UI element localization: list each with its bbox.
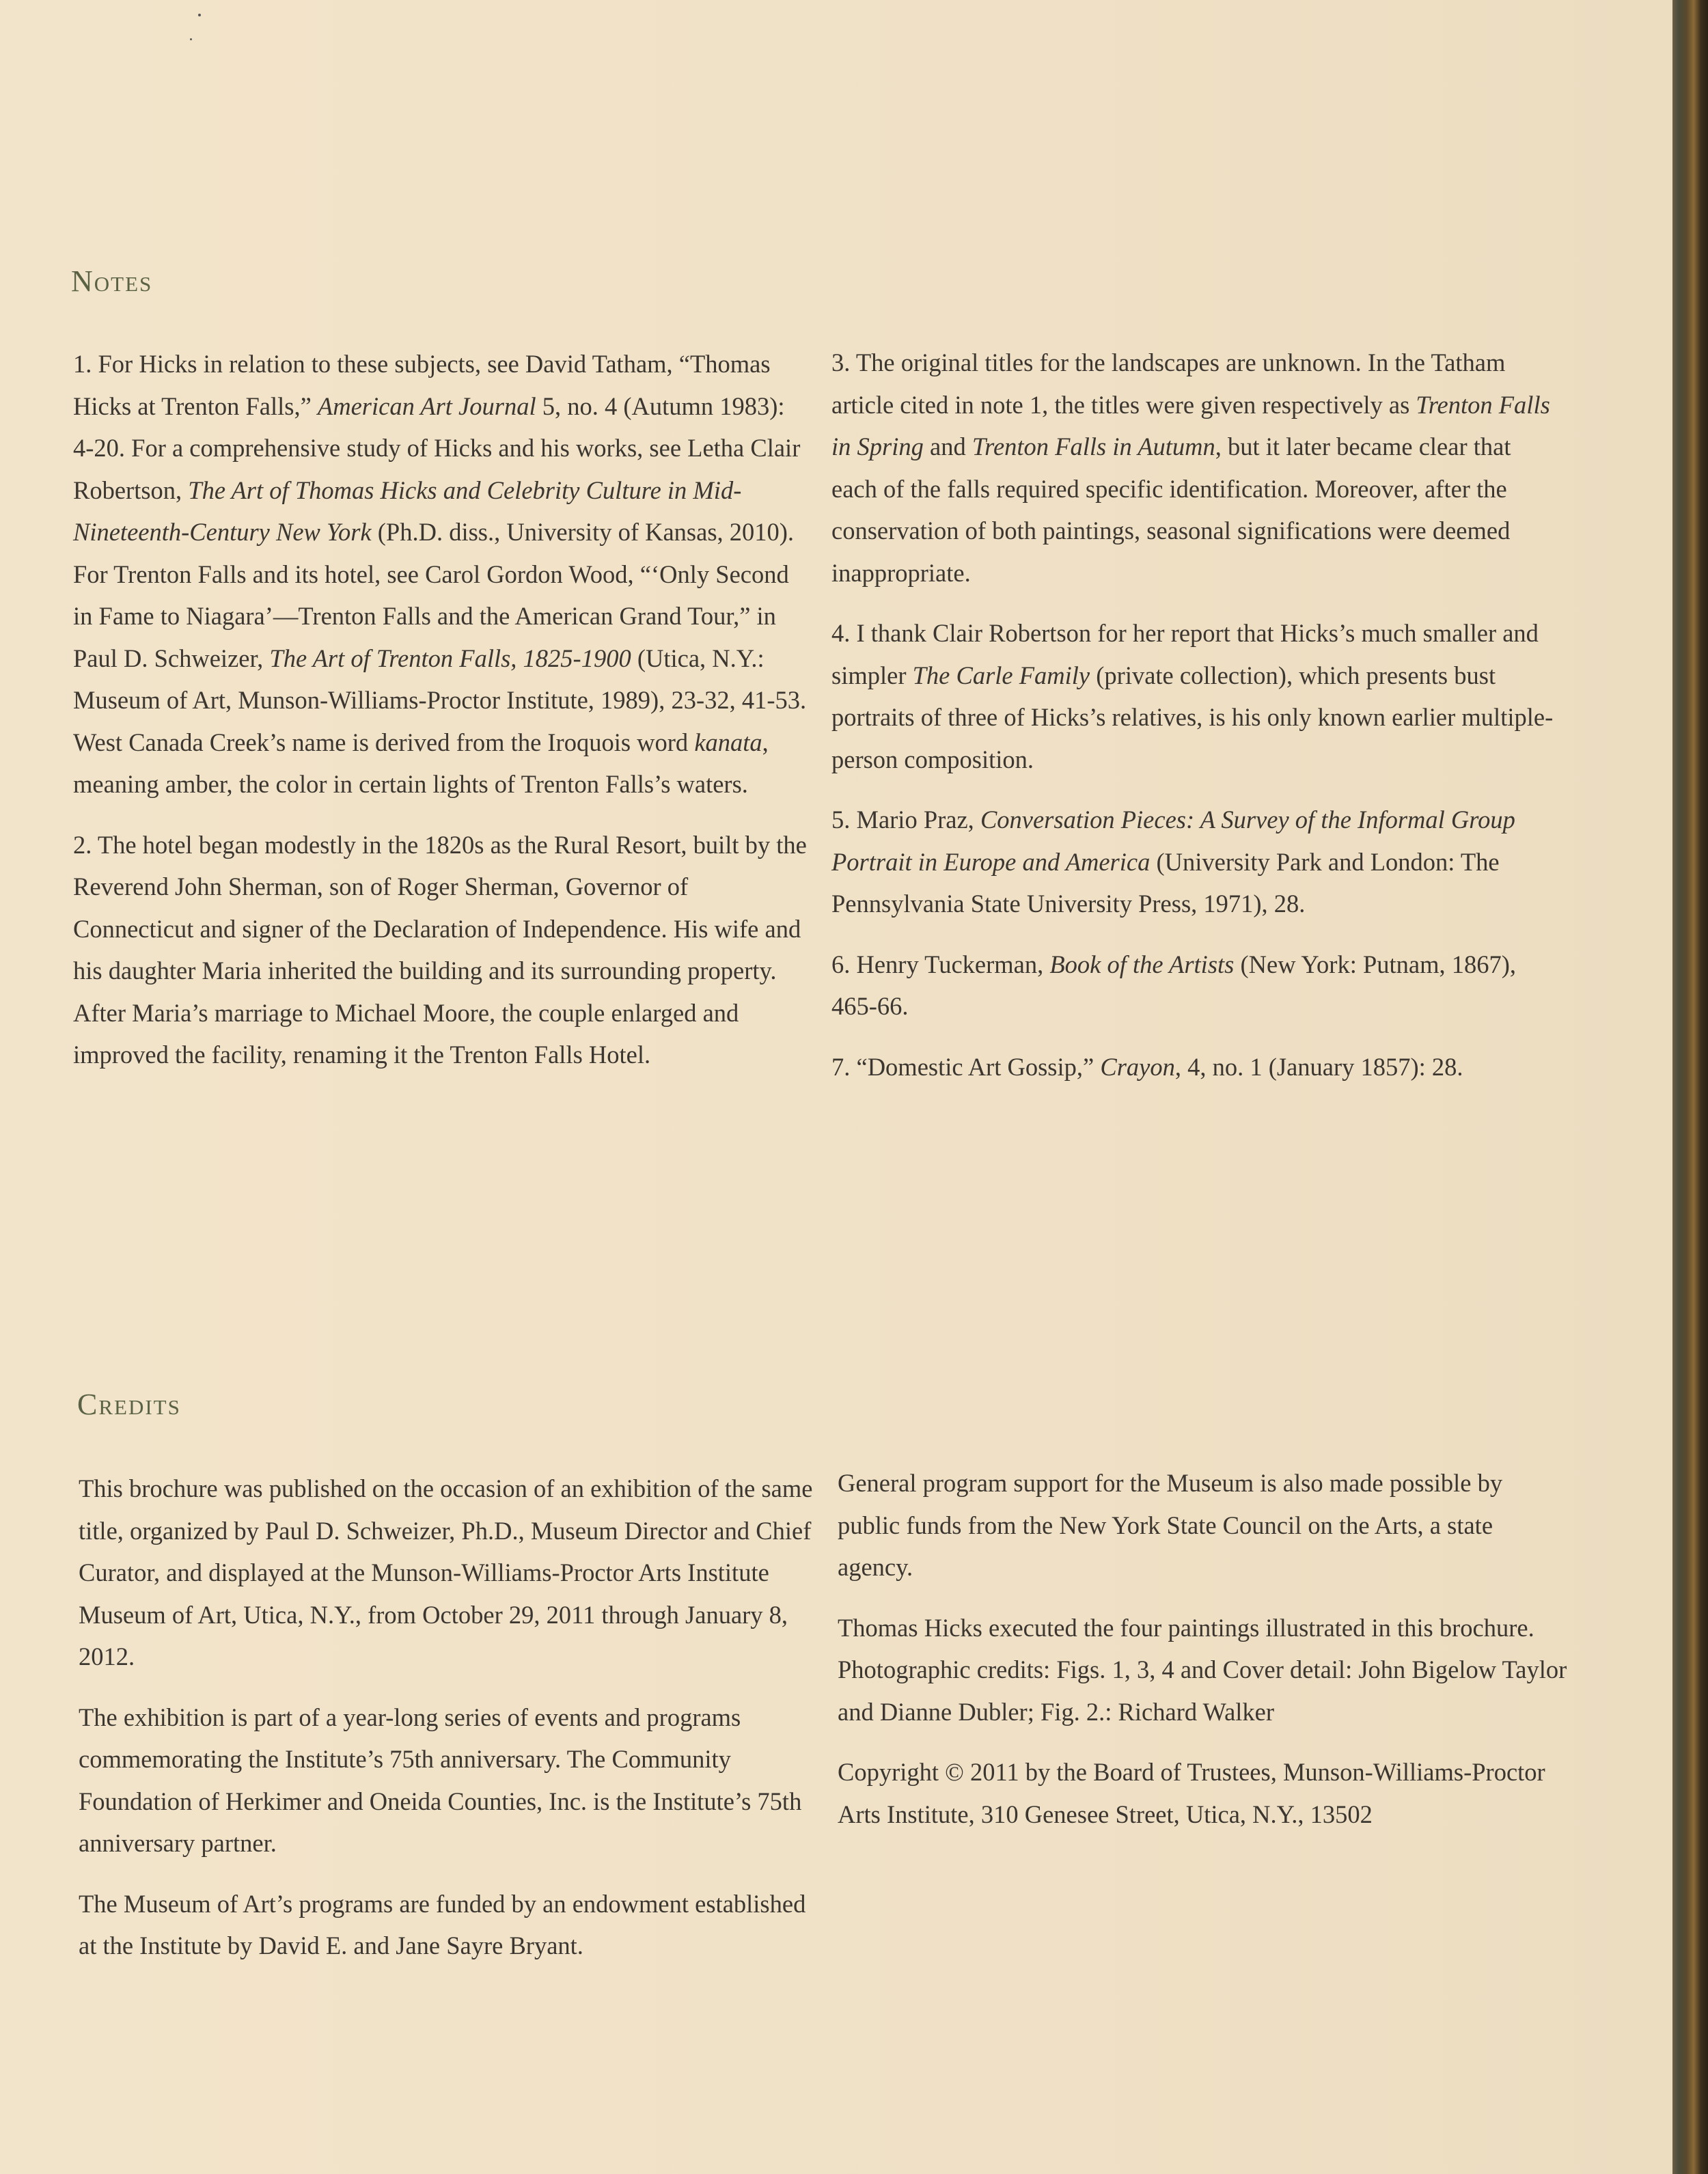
copyright-paragraph: Copyright © 2011 by the Board of Trustees, Munson-Williams-Proctor Arts Institute, 310 Genesee Street, Utica, N.Y., 13502 [838,1758,1545,1828]
notes-left-column [73,343,811,1095]
note-7: 7. “Domestic Art Gossip,” Crayon, 4, no. 1 (January 1857): 28. [831,1052,1463,1081]
credits-paragraph: Thomas Hicks executed the four paintings illustrated in this brochure. Photographic credits: Figs. 1, 3, 4 and Cover detail: John Bigelow Taylor and Dianne Dubler; Fig. 2.: Richard Walker [838,1613,1567,1726]
note-5: 5. Mario Praz, Conversation Pieces: A Survey of the Informal Group Portrait in Europe and America (University Park and London: The Pennsylvania State University Press, 1971), 28. [831,806,1515,918]
credits-paragraph: This brochure was published on the occasion of an exhibition of the same title, organized by Paul D. Schweizer, Ph.D., Museum Director and Chief Curator, and displayed at the Munson-Williams-Proctor Arts Institute Museum of Art, Utica, N.Y., from October 29, 2011 through January 8, 2012. [79,1474,813,1670]
note-1: 1. For Hicks in relation to these subjects, see David Tatham, “Thomas Hicks at Trenton Falls,” American Art Journal 5, no. 4 (Autumn 1983): 4-20. For a comprehensive study of Hicks and his works, see Letha Clair Robertson, The Art of Thomas Hicks and Celebrity Culture in Mid-Nineteenth-Century New York (Ph.D. diss., University of Kansas, 2010). For Trenton Falls and its hotel, see Carol Gordon Wood, “‘Only Second in Fame to Niagara’—Trenton Falls and the American Grand Tour,” in Paul D. Schweizer, The Art of Trenton Falls, 1825-1900 (Utica, N.Y.: Museum of Art, Munson-Williams-Proctor Institute, 1989), 23-32, 41-53. West Canada Creek’s name is derived from the Iroquois word kanata, meaning amber, the color in certain lights of Trenton Falls’s waters. [73,350,807,798]
note-6: 6. Henry Tuckerman, Book of the Artists (New York: Putnam, 1867), 465-66. [831,950,1517,1020]
credits-left-column [79,1468,816,1985]
speck [198,14,201,16]
credits-paragraph: General program support for the Museum is also made possible by public funds from the New York State Council on the Arts, a state agency. [838,1469,1503,1581]
notes-right-column [831,342,1562,1106]
note-4: 4. I thank Clair Robertson for her report that Hicks’s much smaller and simpler The Carle Family (private collection), which presents bust portraits of three of Hicks’s relatives, is his only known earlier multiple-person composition. [831,619,1554,773]
credits-paragraph: The Museum of Art’s programs are funded by an endowment established at the Institute by David E. and Jane Sayre Bryant. [79,1889,806,1959]
painting-edge [1672,0,1708,2174]
note-2: 2. The hotel began modestly in the 1820s as the Rural Resort, built by the Reverend John Sherman, son of Roger Sherman, Governor of Connecticut and signer of the Declaration of Independence. His wife and his daughter Maria inherited the building and its surrounding property. After Maria’s marriage to Michael Moore, the couple enlarged and improved the facility, renaming it the Trenton Falls Hotel. [73,830,807,1069]
notes-heading: Notes [71,264,153,298]
note-3: 3. The original titles for the landscapes are unknown. In the Tatham article cited in note 1, the titles were given respectively as Trenton Falls in Spring and Trenton Falls in Autumn, but it later became clear that each of the falls required specific identification. Moreover, after the conservation of both paintings, seasonal significations were deemed inappropriate. [831,348,1550,587]
credits-heading: Credits [77,1388,181,1421]
credits-right-column [838,1462,1569,1854]
speck [190,38,192,40]
credits-paragraph: The exhibition is part of a year-long series of events and programs commemorating the Institute’s 75th anniversary. The Community Foundation of Herkimer and Oneida Counties, Inc. is the Institute’s 75th anniversary partner. [79,1703,802,1857]
